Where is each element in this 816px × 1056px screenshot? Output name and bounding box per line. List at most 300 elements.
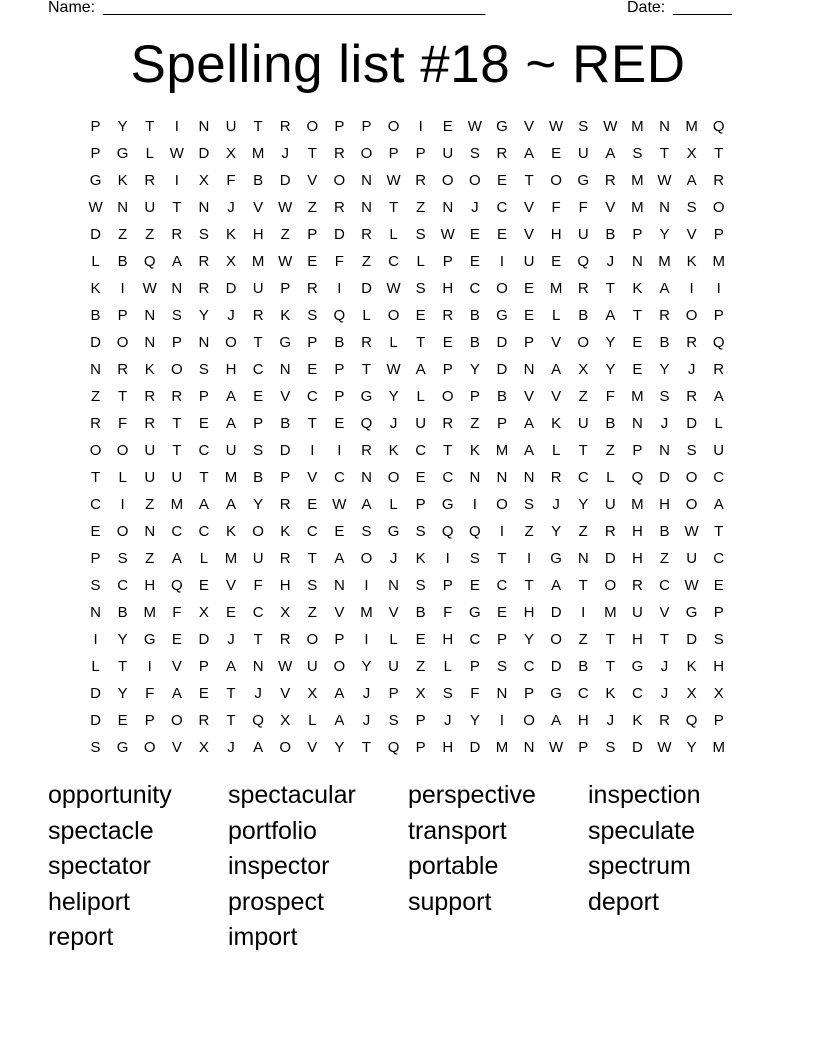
grid-letter: Y bbox=[605, 361, 616, 378]
word-search-grid bbox=[82, 113, 742, 761]
grid-letter: P bbox=[469, 658, 480, 675]
grid-letter: M bbox=[631, 172, 644, 189]
grid-letter: A bbox=[171, 685, 182, 702]
grid-letter: S bbox=[605, 739, 616, 756]
grid-letter: Y bbox=[361, 658, 372, 675]
word-list-item: perspective bbox=[408, 781, 536, 809]
word-list-item: opportunity bbox=[48, 781, 172, 809]
grid-letter: T bbox=[226, 712, 236, 729]
grid-letter: H bbox=[632, 523, 643, 540]
grid-letter: E bbox=[117, 712, 128, 729]
grid-letter: Z bbox=[307, 604, 317, 621]
grid-letter: U bbox=[144, 199, 156, 216]
date-label: Date: bbox=[627, 0, 666, 16]
grid-letter: I bbox=[174, 118, 179, 135]
grid-letter: S bbox=[171, 307, 182, 324]
grid-letter: I bbox=[689, 280, 694, 297]
grid-letter: Z bbox=[361, 253, 372, 270]
grid-letter: B bbox=[659, 334, 670, 351]
grid-letter: N bbox=[496, 685, 508, 702]
grid-letter: D bbox=[686, 631, 698, 648]
grid-letter: P bbox=[524, 685, 535, 702]
grid-letter: T bbox=[416, 334, 426, 351]
grid-letter: A bbox=[659, 280, 670, 297]
grid-letter: Q bbox=[170, 577, 183, 594]
page-title: Spelling list #18 ~ RED bbox=[130, 35, 686, 94]
word-list-item: spectacular bbox=[228, 781, 356, 809]
grid-letter: P bbox=[334, 631, 345, 648]
grid-letter: U bbox=[577, 415, 589, 432]
grid-letter: S bbox=[307, 307, 318, 324]
grid-letter: P bbox=[117, 307, 128, 324]
grid-row bbox=[82, 599, 742, 626]
grid-letter: D bbox=[550, 658, 562, 675]
grid-letter: V bbox=[524, 199, 535, 216]
grid-letter: M bbox=[224, 469, 238, 486]
grid-letter: K bbox=[117, 172, 128, 189]
grid-letter: S bbox=[307, 577, 318, 594]
grid-letter: R bbox=[361, 442, 372, 459]
grid-letter: T bbox=[605, 658, 615, 675]
grid-letter: R bbox=[171, 226, 183, 243]
grid-letter: E bbox=[469, 253, 480, 270]
grid-letter: V bbox=[551, 388, 562, 405]
name-blank-line: ______________________________________________ bbox=[103, 0, 485, 16]
grid-letter: J bbox=[389, 550, 398, 567]
grid-letter: C bbox=[117, 577, 129, 594]
grid-letter: G bbox=[550, 685, 562, 702]
grid-letter: S bbox=[632, 145, 643, 162]
grid-letter: C bbox=[415, 442, 427, 459]
grid-letter: Y bbox=[469, 361, 480, 378]
grid-letter: B bbox=[578, 307, 589, 324]
grid-letter: R bbox=[686, 334, 698, 351]
grid-letter: V bbox=[524, 388, 535, 405]
grid-letter: Q bbox=[712, 118, 725, 135]
grid-letter: O bbox=[685, 307, 698, 324]
grid-row bbox=[82, 653, 742, 680]
grid-letter: S bbox=[713, 631, 724, 648]
grid-letter: V bbox=[307, 469, 318, 486]
word-list-item: report bbox=[48, 923, 114, 952]
grid-letter: M bbox=[495, 739, 509, 756]
grid-letter: R bbox=[442, 307, 454, 324]
grid-letter: E bbox=[198, 685, 209, 702]
grid-letter: J bbox=[471, 199, 479, 216]
grid-letter: R bbox=[279, 550, 291, 567]
grid-letter: I bbox=[337, 442, 342, 459]
grid-letter: P bbox=[496, 415, 507, 432]
grid-letter: P bbox=[524, 334, 535, 351]
grid-letter: I bbox=[716, 280, 721, 297]
grid-letter: R bbox=[144, 172, 156, 189]
grid-letter: H bbox=[632, 550, 643, 567]
grid-letter: S bbox=[415, 280, 426, 297]
grid-letter: O bbox=[252, 523, 264, 540]
grid-letter: O bbox=[116, 523, 129, 540]
grid-letter: U bbox=[686, 550, 698, 567]
grid-letter: H bbox=[577, 712, 589, 729]
grid-letter: P bbox=[415, 145, 426, 162]
grid-letter: B bbox=[117, 604, 128, 621]
grid-letter: S bbox=[361, 523, 372, 540]
grid-letter: G bbox=[360, 388, 373, 405]
grid-letter: A bbox=[524, 415, 535, 432]
grid-letter: K bbox=[686, 658, 697, 675]
grid-letter: X bbox=[198, 604, 209, 621]
grid-letter: X bbox=[415, 685, 426, 702]
grid-letter: C bbox=[577, 685, 589, 702]
grid-letter: T bbox=[172, 415, 182, 432]
grid-letter: O bbox=[469, 172, 481, 189]
grid-letter: F bbox=[226, 172, 236, 189]
grid-letter: F bbox=[551, 199, 561, 216]
grid-letter: U bbox=[144, 442, 156, 459]
grid-letter: Z bbox=[307, 199, 317, 216]
grid-letter: Z bbox=[90, 388, 101, 405]
grid-letter: H bbox=[523, 604, 535, 621]
grid-letter: P bbox=[442, 253, 453, 270]
grid-row bbox=[82, 194, 742, 221]
grid-letter: E bbox=[469, 577, 480, 594]
grid-letter: T bbox=[578, 442, 588, 459]
grid-letter: M bbox=[631, 496, 644, 513]
grid-letter: O bbox=[441, 172, 454, 189]
grid-letter: A bbox=[713, 388, 724, 405]
grid-letter: L bbox=[91, 658, 100, 675]
grid-letter: Q bbox=[685, 712, 698, 729]
grid-letter: P bbox=[442, 361, 453, 378]
grid-letter: P bbox=[415, 739, 426, 756]
grid-letter: S bbox=[90, 577, 101, 594]
grid-letter: R bbox=[604, 523, 616, 540]
grid-row bbox=[82, 572, 742, 599]
grid-letter: R bbox=[361, 334, 372, 351]
word-list-item: deport bbox=[588, 887, 659, 916]
grid-row bbox=[82, 491, 742, 518]
grid-letter: O bbox=[577, 334, 590, 351]
grid-letter: N bbox=[361, 172, 372, 189]
grid-letter: A bbox=[226, 388, 237, 405]
grid-letter: R bbox=[279, 118, 291, 135]
grid-letter: S bbox=[253, 442, 264, 459]
grid-letter: J bbox=[389, 415, 398, 432]
grid-row bbox=[82, 302, 742, 329]
grid-letter: C bbox=[252, 361, 264, 378]
grid-letter: U bbox=[523, 253, 535, 270]
grid-letter: M bbox=[251, 253, 265, 270]
grid-letter: N bbox=[496, 469, 508, 486]
grid-letter: W bbox=[549, 739, 564, 756]
grid-letter: V bbox=[524, 226, 535, 243]
grid-letter: L bbox=[551, 442, 561, 459]
grid-letter: Y bbox=[686, 739, 697, 756]
grid-letter: L bbox=[416, 388, 425, 405]
grid-letter: K bbox=[469, 442, 480, 459]
grid-letter: D bbox=[686, 415, 698, 432]
grid-letter: L bbox=[443, 658, 452, 675]
grid-letter: V bbox=[524, 118, 535, 135]
grid-letter: J bbox=[227, 739, 235, 756]
grid-letter: P bbox=[388, 685, 399, 702]
grid-letter: T bbox=[253, 631, 263, 648]
grid-letter: V bbox=[551, 334, 562, 351]
grid-letter: H bbox=[442, 280, 454, 297]
grid-letter: E bbox=[551, 145, 562, 162]
grid-letter: H bbox=[279, 577, 291, 594]
grid-letter: X bbox=[280, 604, 291, 621]
grid-letter: P bbox=[334, 388, 345, 405]
grid-letter: N bbox=[523, 361, 535, 378]
grid-letter: E bbox=[713, 577, 724, 594]
grid-letter: E bbox=[632, 361, 643, 378]
grid-letter: P bbox=[496, 631, 507, 648]
grid-letter: R bbox=[604, 172, 616, 189]
grid-letter: L bbox=[389, 631, 398, 648]
grid-letter: I bbox=[364, 577, 369, 594]
grid-letter: S bbox=[117, 550, 128, 567]
grid-letter: M bbox=[658, 253, 671, 270]
grid-letter: A bbox=[524, 442, 535, 459]
grid-letter: S bbox=[469, 550, 480, 567]
grid-letter: J bbox=[281, 145, 289, 162]
grid-letter: I bbox=[472, 496, 477, 513]
grid-letter: O bbox=[496, 496, 508, 513]
grid-letter: K bbox=[388, 442, 399, 459]
grid-letter: B bbox=[253, 469, 264, 486]
grid-letter: Y bbox=[659, 226, 670, 243]
grid-row bbox=[82, 626, 742, 653]
grid-row bbox=[82, 410, 742, 437]
grid-letter: R bbox=[198, 280, 210, 297]
grid-letter: N bbox=[577, 550, 589, 567]
grid-letter: A bbox=[686, 172, 697, 189]
grid-letter: U bbox=[415, 415, 427, 432]
grid-letter: Z bbox=[470, 415, 480, 432]
grid-letter: A bbox=[226, 415, 237, 432]
grid-letter: C bbox=[442, 469, 454, 486]
grid-letter: E bbox=[551, 253, 562, 270]
grid-letter: S bbox=[198, 226, 209, 243]
grid-letter: N bbox=[90, 361, 101, 378]
grid-letter: A bbox=[253, 739, 264, 756]
grid-letter: A bbox=[605, 307, 616, 324]
grid-letter: V bbox=[171, 739, 182, 756]
grid-letter: Z bbox=[416, 658, 426, 675]
grid-letter: W bbox=[386, 280, 401, 297]
grid-letter: Q bbox=[360, 415, 373, 432]
word-list-item: support bbox=[408, 887, 492, 916]
grid-letter: C bbox=[523, 658, 535, 675]
grid-letter: V bbox=[388, 604, 399, 621]
grid-letter: P bbox=[713, 604, 724, 621]
grid-letter: F bbox=[118, 415, 128, 432]
grid-letter: T bbox=[714, 145, 724, 162]
grid-letter: O bbox=[116, 334, 129, 351]
grid-letter: R bbox=[659, 307, 670, 324]
grid-letter: A bbox=[551, 712, 562, 729]
grid-row bbox=[82, 383, 742, 410]
grid-letter: C bbox=[713, 469, 725, 486]
grid-letter: J bbox=[552, 496, 560, 513]
grid-letter: J bbox=[362, 685, 371, 702]
grid-letter: L bbox=[389, 226, 398, 243]
grid-letter: D bbox=[550, 604, 562, 621]
grid-letter: P bbox=[388, 145, 399, 162]
grid-letter: K bbox=[226, 226, 237, 243]
grid-letter: Z bbox=[578, 388, 588, 405]
grid-letter: P bbox=[198, 388, 209, 405]
grid-letter: C bbox=[198, 523, 210, 540]
grid-letter: D bbox=[469, 739, 481, 756]
grid-letter: W bbox=[386, 361, 401, 378]
grid-letter: Q bbox=[143, 253, 156, 270]
grid-letter: D bbox=[632, 739, 643, 756]
grid-letter: Z bbox=[605, 442, 615, 459]
word-list-item: spectacle bbox=[48, 816, 154, 845]
grid-letter: X bbox=[226, 145, 237, 162]
grid-letter: O bbox=[333, 172, 346, 189]
grid-letter: R bbox=[198, 253, 210, 270]
grid-letter: I bbox=[581, 604, 586, 621]
grid-letter: K bbox=[632, 280, 643, 297]
grid-row bbox=[82, 140, 742, 167]
grid-letter: F bbox=[578, 199, 588, 216]
grid-letter: T bbox=[388, 199, 399, 216]
grid-letter: Y bbox=[117, 685, 128, 702]
grid-letter: T bbox=[172, 442, 182, 459]
grid-letter: B bbox=[605, 415, 616, 432]
grid-letter: T bbox=[226, 685, 236, 702]
grid-letter: N bbox=[333, 577, 345, 594]
grid-letter: A bbox=[334, 712, 345, 729]
grid-letter: C bbox=[171, 523, 183, 540]
grid-row bbox=[82, 329, 742, 356]
grid-letter: N bbox=[144, 307, 156, 324]
grid-letter: U bbox=[577, 145, 589, 162]
grid-letter: Y bbox=[551, 523, 562, 540]
grid-letter: R bbox=[252, 307, 264, 324]
grid-letter: O bbox=[360, 550, 373, 567]
grid-letter: P bbox=[307, 334, 318, 351]
grid-letter: V bbox=[307, 739, 318, 756]
grid-letter: O bbox=[604, 577, 617, 594]
grid-letter: N bbox=[469, 469, 481, 486]
grid-letter: W bbox=[603, 118, 618, 135]
grid-letter: B bbox=[659, 523, 670, 540]
grid-letter: C bbox=[333, 469, 345, 486]
grid-letter: J bbox=[660, 415, 669, 432]
grid-letter: N bbox=[90, 604, 101, 621]
grid-letter: M bbox=[251, 145, 265, 162]
grid-letter: A bbox=[171, 550, 182, 567]
grid-letter: I bbox=[337, 280, 342, 297]
grid-letter: Z bbox=[659, 550, 670, 567]
grid-letter: W bbox=[549, 118, 564, 135]
grid-letter: J bbox=[606, 712, 615, 729]
grid-letter: Y bbox=[659, 361, 670, 378]
grid-letter: P bbox=[198, 658, 209, 675]
word-list-item: import bbox=[228, 923, 298, 952]
grid-letter: J bbox=[227, 199, 235, 216]
grid-letter: D bbox=[90, 712, 101, 729]
grid-letter: W bbox=[332, 496, 347, 513]
grid-letter: N bbox=[659, 442, 670, 459]
grid-letter: P bbox=[280, 469, 291, 486]
grid-letter: Q bbox=[333, 307, 346, 324]
grid-letter: W bbox=[440, 226, 455, 243]
grid-letter: M bbox=[685, 118, 698, 135]
grid-letter: F bbox=[334, 253, 344, 270]
grid-letter: P bbox=[334, 361, 345, 378]
grid-letter: F bbox=[605, 388, 615, 405]
grid-letter: N bbox=[252, 658, 264, 675]
grid-letter: B bbox=[90, 307, 101, 324]
grid-letter: T bbox=[307, 550, 317, 567]
grid-row bbox=[82, 113, 742, 140]
grid-letter: U bbox=[225, 442, 237, 459]
grid-letter: T bbox=[253, 118, 263, 135]
grid-letter: Z bbox=[578, 523, 588, 540]
grid-letter: C bbox=[90, 496, 101, 513]
grid-letter: S bbox=[442, 685, 453, 702]
word-list-item: speculate bbox=[588, 816, 696, 845]
grid-letter: Z bbox=[145, 550, 155, 567]
grid-letter: D bbox=[333, 226, 345, 243]
grid-row bbox=[82, 167, 742, 194]
grid-letter: O bbox=[333, 658, 346, 675]
grid-letter: I bbox=[120, 496, 125, 513]
grid-letter: C bbox=[469, 631, 481, 648]
grid-letter: E bbox=[253, 388, 264, 405]
grid-letter: L bbox=[551, 307, 561, 324]
grid-letter: N bbox=[361, 199, 372, 216]
grid-letter: T bbox=[145, 118, 155, 135]
word-list-item: spectrum bbox=[588, 852, 691, 881]
grid-letter: R bbox=[306, 280, 318, 297]
grid-letter: X bbox=[198, 172, 209, 189]
grid-letter: R bbox=[361, 226, 372, 243]
grid-row bbox=[82, 275, 742, 302]
grid-letter: K bbox=[551, 415, 562, 432]
grid-letter: S bbox=[469, 145, 480, 162]
grid-letter: I bbox=[526, 550, 532, 567]
grid-letter: O bbox=[441, 388, 454, 405]
grid-letter: Y bbox=[469, 712, 480, 729]
grid-letter: G bbox=[469, 604, 481, 621]
grid-letter: B bbox=[469, 307, 480, 324]
grid-letter: A bbox=[334, 685, 345, 702]
date-blank-line: _______ bbox=[673, 0, 732, 16]
grid-letter: B bbox=[334, 334, 345, 351]
grid-letter: P bbox=[334, 118, 345, 135]
grid-letter: G bbox=[441, 496, 454, 513]
grid-letter: R bbox=[632, 577, 643, 594]
grid-letter: A bbox=[551, 361, 562, 378]
grid-letter: X bbox=[713, 685, 724, 702]
grid-letter: Z bbox=[118, 226, 128, 243]
grid-letter: M bbox=[170, 496, 184, 513]
grid-letter: T bbox=[253, 334, 263, 351]
grid-letter: S bbox=[415, 577, 426, 594]
grid-letter: J bbox=[660, 658, 669, 675]
grid-letter: P bbox=[469, 388, 480, 405]
grid-letter: U bbox=[442, 145, 454, 162]
grid-letter: W bbox=[169, 145, 184, 162]
grid-letter: L bbox=[362, 307, 371, 324]
grid-letter: V bbox=[686, 226, 697, 243]
grid-letter: B bbox=[415, 604, 426, 621]
